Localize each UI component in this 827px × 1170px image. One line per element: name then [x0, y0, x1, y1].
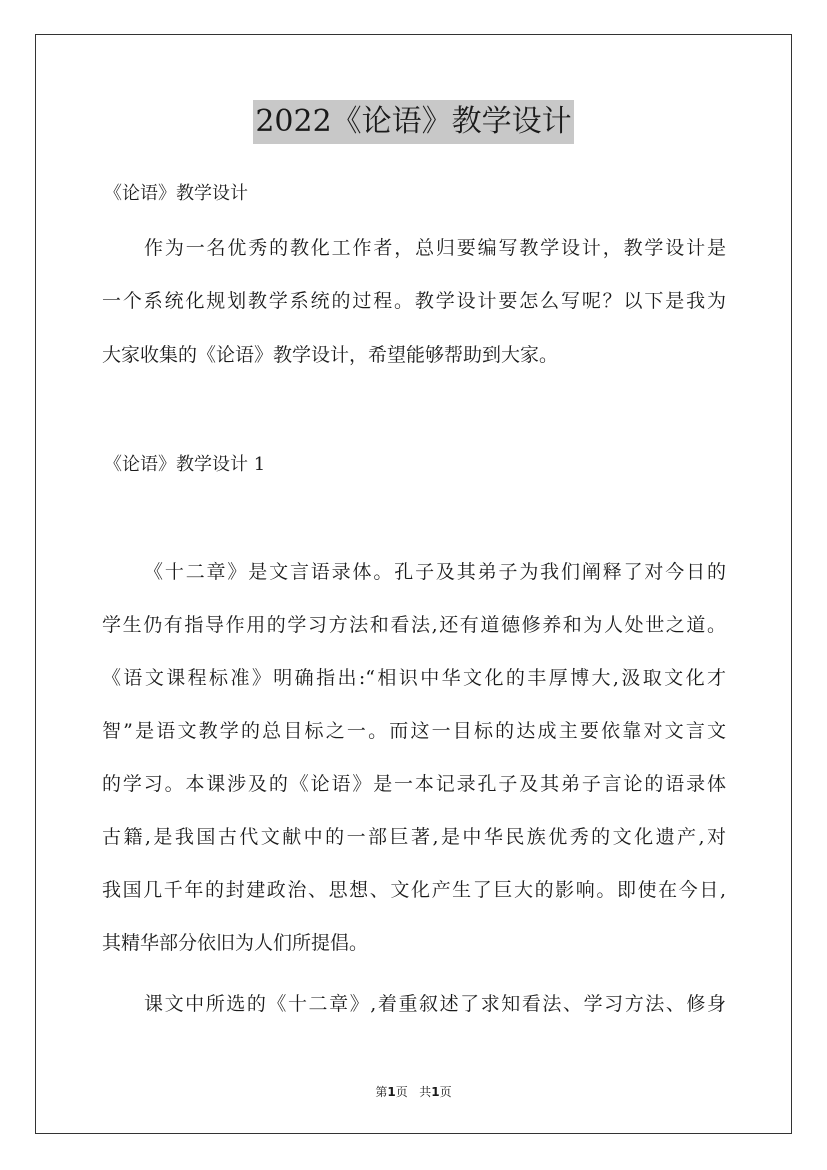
footer-page-total: 1 [431, 1085, 440, 1099]
body-line: 古籍,是我国古代文献中的一部巨著,是中华民族优秀的文化遗产,对 [102, 826, 726, 848]
continuation-line: 课文中所选的《十二章》,着重叙述了求知看法、学习方法、修身 [144, 993, 726, 1015]
body-line: 《十二章》是文言语录体。孔子及其弟子为我们阐释了对今日的 [144, 561, 726, 583]
intro-line: 大家收集的《论语》教学设计，希望能够帮助到大家。 [102, 344, 559, 366]
intro-line: 作为一名优秀的教化工作者，总归要编写教学设计，教学设计是 [144, 237, 726, 259]
section-heading: 《论语》教学设计 1 [104, 454, 266, 475]
footer-page-current: 1 [387, 1085, 396, 1099]
document-title-text: 2022《论语》教学设计 [253, 100, 573, 144]
body-paragraph [102, 562, 726, 953]
body-line: 智”是语文教学的总目标之一。而这一目标的达成主要依靠对文言文 [102, 720, 726, 742]
body-line: 《语文课程标准》明确指出:“相识中华文化的丰厚博大,汲取文化才 [102, 667, 726, 689]
footer-prefix: 第 [375, 1085, 388, 1099]
document-subtitle: 《论语》教学设计 [104, 183, 248, 204]
page-footer [0, 1084, 827, 1100]
footer-suffix: 页 [439, 1085, 452, 1099]
intro-paragraph [102, 238, 726, 365]
document-title [0, 100, 827, 144]
footer-mid: 页 共 [395, 1085, 432, 1099]
intro-line: 一个系统化规划教学系统的过程。教学设计要怎么写呢？以下是我为 [102, 290, 726, 312]
body-line: 其精华部分依旧为人们所提倡。 [102, 932, 369, 954]
continuation-paragraph [102, 994, 726, 1014]
body-line: 我国几千年的封建政治、思想、文化产生了巨大的影响。即使在今日, [102, 879, 726, 901]
body-line: 的学习。本课涉及的《论语》是一本记录孔子及其弟子言论的语录体 [102, 773, 726, 795]
body-line: 学生仍有指导作用的学习方法和看法,还有道德修养和为人处世之道。 [102, 614, 726, 636]
